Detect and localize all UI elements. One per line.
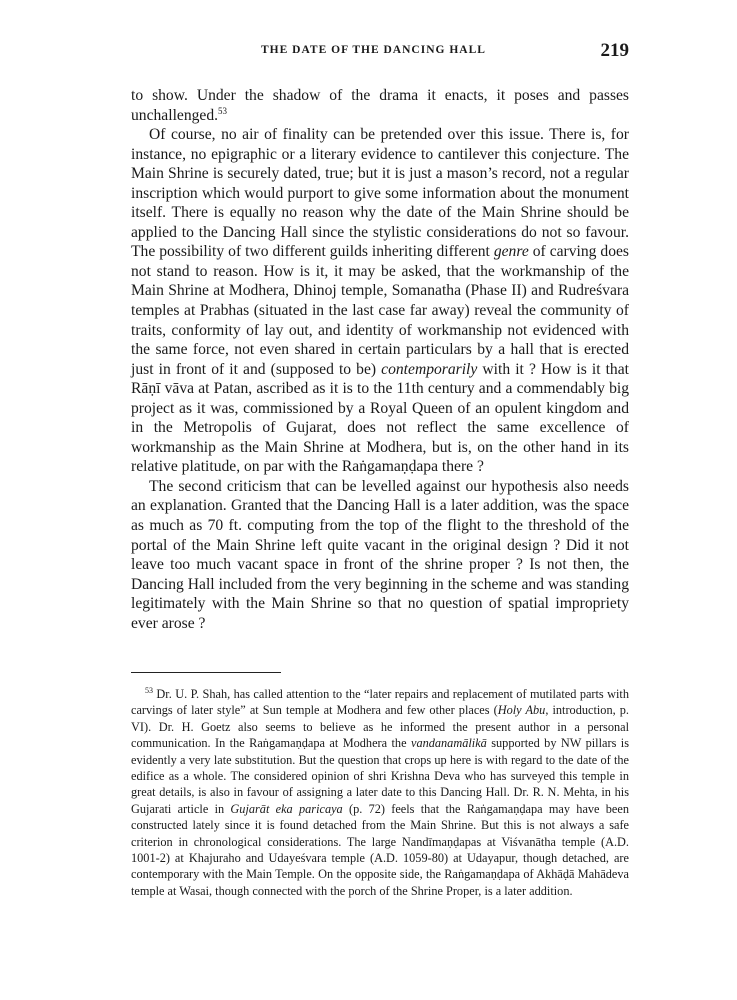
running-title: THE DATE OF THE DANCING HALL — [261, 44, 486, 56]
footnote-text-c: supported by NW pillars is evidently a very late substitution. But the question that crops up here is with regard to the date of the edifice as a whole. The considered opinion of shri Krishna Deva who has surveyed this temple in great details, is also in favour of assigning a later date to this Dancing Hall. Dr. R. N. Mehta, in his Gujarati article in — [131, 736, 629, 816]
paragraph-2-text-a: Of course, no air of finality can be pretended over this issue. There is, for instance, no epigraphic or a literary evidence to cantilever this conjecture. The Main Shrine is securely dated, true; but it is just a mason’s record, not a regular inscription which would purport to give some information about the monument itself. There is equally no reason why the date of the Main Shrine should be applied to the Dancing Hall since the stylistic considerations do not so favour. The possibility of two different guilds inheriting different — [131, 126, 629, 261]
paragraph-2-text-c: with it ? How is it that Rāṇī vāva at Patan, ascribed as it is to the 11th century and a commendably big project as it was, commissioned by a Royal Queen of an opulent kingdom and in the Metropolis of Gujarat, does not reflect the same excellence of workmanship as the Main Shrine at Modhera, but is, on the other hand in its relative platitude, on par with the Raṅgamaṇḍapa there ? — [131, 360, 629, 476]
footnote-rule — [131, 672, 281, 673]
body-text — [131, 86, 629, 633]
footnote-number: 53 — [145, 685, 153, 695]
emphasis-contemporarily: contemporarily — [381, 360, 478, 378]
footnote-text-d: (p. 72) feels that the Raṅgamaṇḍapa may have been constructed lately since it is found detached from the Main Shrine. But this is not always a safe criterion in chronological considerations. The large Nandīmaṇḍapas at Viśvanātha temple (A.D. 1001-2) at Khajuraho and Udayeśvara temple (A.D. 1059-80) at Udayapur, though detached, are contemporary with the Main Temple. On the opposite side, the Raṅgamaṇḍapa of Akhāḍā Mahādeva temple at Wasai, though connected with the porch of the Shrine Proper, is a later addition. — [131, 801, 629, 898]
paragraph-1 — [131, 86, 629, 125]
footnote-emphasis-1: Holy Abu — [497, 703, 546, 718]
paragraph-2 — [131, 125, 629, 477]
footnote-text-a: Dr. U. P. Shah, has called attention to the “later repairs and replacement of mutilated parts with carvings of later style” at Sun temple at Modhera and few other places ( — [131, 687, 629, 718]
footnote-text-b: , introduction, p. VI). Dr. H. Goetz also seems to believe as he informed the present author in a personal communication. In the Raṅgamaṇḍapa at Modhera the — [131, 703, 629, 751]
paragraph-1-text: to show. Under the shadow of the drama it enacts, it poses and passes unchallenged. — [131, 87, 629, 124]
paragraph-2-text-b: of carving does not stand to reason. How is it, it may be asked, that the workmanship of the Main Shrine at Modhera, Dhinoj temple, Somanatha (Phase II) and Rudreśvara temples at Prabhas (situated in the last case far away) reveal the community of traits, conformity of lay out, and identity of workmanship not evidenced with the same force, not even shared in certain particulars by a hall that is erected just in front of it and (supposed to be) — [131, 243, 629, 378]
emphasis-genre: genre — [493, 243, 529, 261]
footnote-ref: 53 — [218, 105, 228, 116]
footnote-emphasis-3: Gujarāt eka paricaya — [230, 801, 343, 816]
footnote-emphasis-2: vandanamālikā — [410, 736, 487, 751]
paragraph-3: The second criticism that can be levelled against our hypothesis also needs an explanation. Granted that the Dancing Hall is a later addition, was the space as much as 70 ft. computing from the top of the flight to the threshold of the portal of the Main Shrine left quite vacant in the original design ? Did it not leave too much vacant space in front of the shrine proper ? Is not then, the Dancing Hall included from the very beginning in the scheme and was standing legitimately with the Main Shrine so that no question of spatial impropriety ever arose ? — [131, 477, 629, 632]
footnote — [131, 686, 629, 899]
page-number: 219 — [600, 40, 629, 61]
